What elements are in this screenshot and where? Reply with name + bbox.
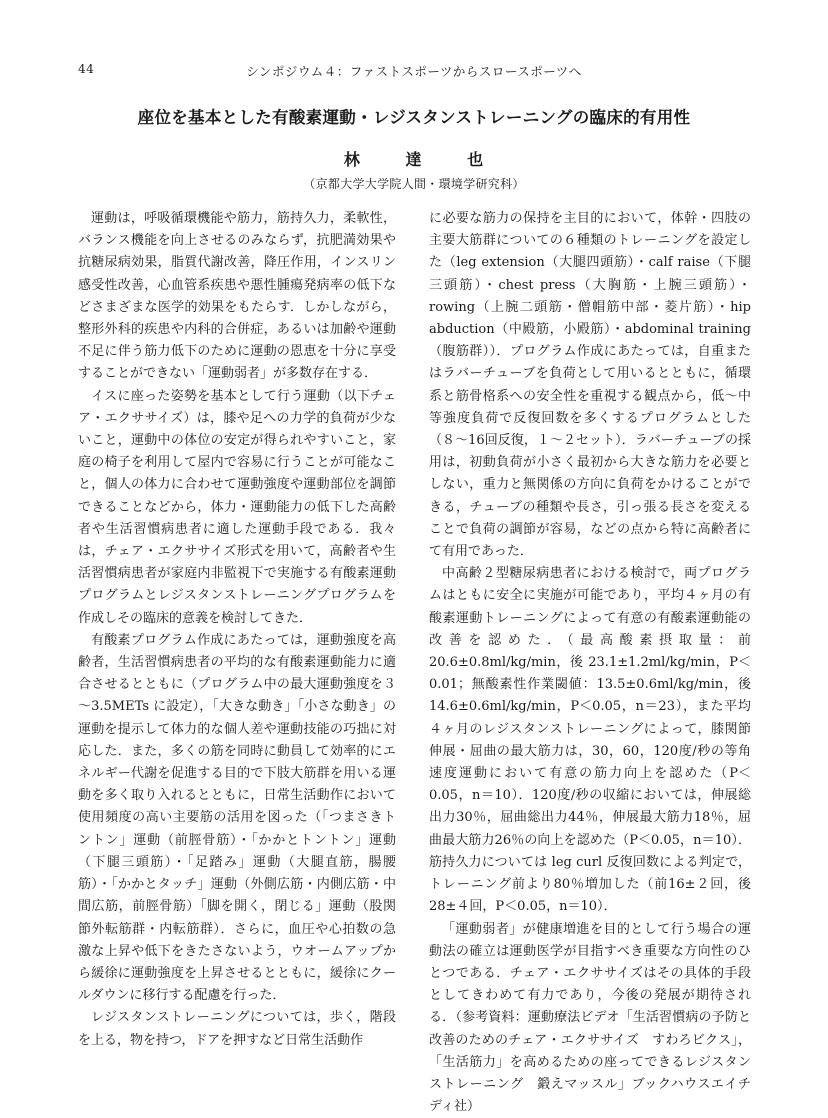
article-title: 座位を基本とした有酸素運動・レジスタンストレーニングの臨床的有用性 (0, 104, 828, 128)
paragraph: 中高齢２型糖尿病患者における検討で，両プログラムはともに安全に実施が可能であり，平均４ヶ月の有酸素運動トレーニングによって有意の有酸素運動能の改善を認めた．（最高酸素摂取量：前 20.6±0.8ml/kg/min，後 23.1±1.2ml/kg/min，P＜0.01；無酸素性作業閾値：13.5±0.6ml/kg/min，後14.6±0.6ml/kg/min，P＜0.05，n＝23），また平均４ヶ月のレジスタンストレーニングによって，膝関節伸展・屈曲の最大筋力は，30，60，120度/秒の等角速度運動において有意の筋力向上を認めた（P＜0.05，n＝10）．120度/秒の収縮においては，伸展総出力30％，屈曲総出力44％，伸展最大筋力18％，屈曲最大筋力26％の向上を認めた（P＜0.05，n＝10）．筋持久力については leg curl 反復回数による判定で，トレーニング前より80％増加した（前16±２回，後28±４回，P＜0.05，n＝10）． (429, 563, 751, 918)
paragraph: 運動は，呼吸循環機能や筋力，筋持久力，柔軟性，バランス機能を向上させるのみならず，抗肥満効果や抗糖尿病効果，脂質代謝改善，降圧作用，インスリン感受性改善，心血管系疾患や悪性腫瘍発病率の低下などさまざまな医学的効果をもたらす．しかしながら，整形外科的疾患や内科的合併症，あるいは加齢や運動不足に伴う筋力低下のために運動の恩恵を十分に享受することができない「運動弱者」が多数存在する． (78, 208, 396, 386)
left-column (78, 208, 396, 1052)
paragraph: レジスタンストレーニングについては，歩く，階段を上る，物を持つ，ドアを押すなど日常生活動作 (78, 1007, 396, 1051)
page-number: 44 (78, 62, 94, 76)
paragraph: 有酸素プログラム作成にあたっては，運動強度を高齢者，生活習慣病患者の平均的な有酸素運動能力に適合させるとともに（プログラム中の最大運動強度を３～3.5METs に設定），「大きな動き」「小さな動き」の運動を提示して体力的な個人差や運動技能の巧拙に対応した．また，多くの筋を同時に動員して効率的にエネルギー代謝を促進する目的で下肢大筋群を用いる運動を多く取り入れるとともに，日常生活動作において使用頻度の高い主要筋の活用を図った（「つまさきトントン」運動（前脛骨筋）・「かかとトントン」運動（下腿三頭筋）・「足踏み」運動（大腿直筋，腸腰筋）・「かかとタッチ」運動（外側広筋・内側広筋・中間広筋，前脛骨筋）「脚を開く，閉じる」運動（股関節外転筋群・内転筋群）．さらに，血圧や心拍数の急激な上昇や低下をきたさないよう，ウオームアップから緩徐に運動強度を上昇させるとともに，緩徐にクールダウンに移行する配慮を行った． (78, 630, 396, 1007)
paragraph-continued: に必要な筋力の保持を主目的において，体幹・四肢の主要大筋群についての６種類のトレーニングを設定した（leg extension（大腿四頭筋）・calf raise（下腿三頭筋）・chest press（大胸筋・上腕三頭筋）・rowing（上腕二頭筋・僧帽筋中部・菱片筋）・hip abduction（中殿筋，小殿筋）・abdominal training（腹筋群））．プログラム作成にあたっては，自重またはラバーチューブを負荷として用いるとともに，循環系と筋骨格系への安全性を重視する観点から，低～中等強度負荷で反復回数を多くするプログラムとした（８～16回反復，１～２セット）．ラバーチューブの採用は，初動負荷が小さく最初から大きな筋力を必要としない，重力と無関係の方向に負荷をかけることができる，チューブの種類や長さ，引っ張る長さを変えることで負荷の調節が容易，などの点から特に高齢者にて有用であった． (429, 208, 751, 563)
author-affiliation: （京都大学大学院人間・環境学研究科） (0, 175, 828, 192)
paragraph: イスに座った姿勢を基本として行う運動（以下チェア・エクササイズ）は，膝や足への力学的負荷が少ないこと，運動中の体位の安定が得られやすいこと，家庭の椅子を利用して屋内で容易に行うことが可能なこと，個人の体力に合わせて運動強度や運動部位を調節できることなどから，体力・運動能力の低下した高齢者や生活習慣病患者に適した運動手段である．我々は，チェア・エクササイズ形式を用いて，高齢者や生活習慣病患者が家庭内非監視下で実施する有酸素運動プログラムとレジスタンストレーニングプログラムを作成しその臨床的意義を検討してきた． (78, 386, 396, 630)
author-name: 林 達 也 (0, 147, 828, 170)
paragraph: 「運動弱者」が健康増進を目的として行う場合の運動法の確立は運動医学が目指すべき重要な方向性のひとつである．チェア・エクササイズはその具体的手段としてきわめて有力であり，今後の発展が期待される．（参考資料：運動療法ビデオ「生活習慣病の予防と改善のためのチェア・エクササイズ すわろビクス」，「生活筋力」を高めるための座ってできるレジスタンストレーニング 鍛えマッスル」ブックハウスエイチディ社） (429, 919, 751, 1118)
running-header: シンポジウム４：ファストスポーツからスロースポーツへ (0, 62, 828, 80)
right-column (429, 208, 751, 1118)
